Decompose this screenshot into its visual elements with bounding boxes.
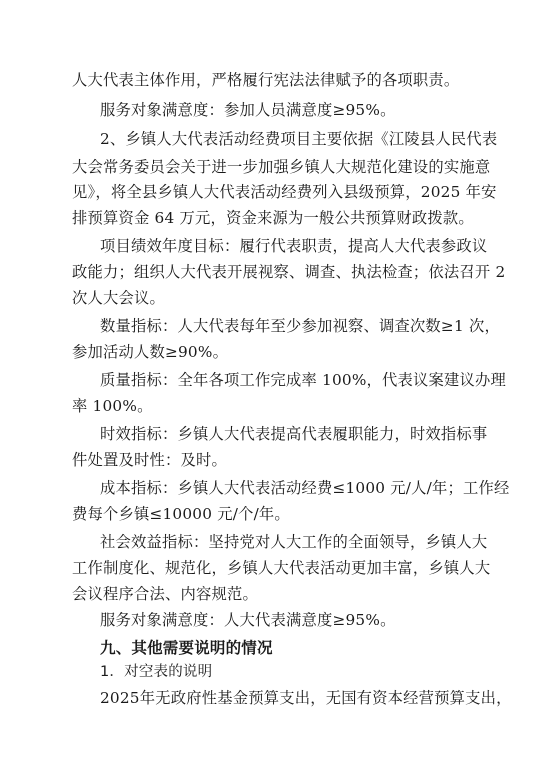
- paragraph-line: 会议程序合法、内容规范。: [72, 585, 258, 603]
- paragraph-line: 服务对象满意度：参加人员满意度≥95%。: [100, 101, 396, 119]
- subsection-heading: 1．对空表的说明: [100, 664, 213, 680]
- paragraph-line: 率 100%。: [72, 397, 153, 415]
- paragraph-line: 成本指标：乡镇人大代表活动经费≤1000 元/人/年；工作经: [100, 479, 510, 497]
- section-heading: 九、其他需要说明的情况: [100, 639, 273, 657]
- paragraph-line: 质量指标：全年各项工作完成率 100%，代表议案建议办理: [100, 371, 507, 389]
- paragraph-line: 见》，将全县乡镇人大代表活动经费列入县级预算，2025 年安: [72, 183, 497, 201]
- paragraph-line: 费每个乡镇≤10000 元/个/年。: [72, 505, 290, 523]
- paragraph-line: 2、乡镇人大代表活动经费项目主要依据《江陵县人民代表: [100, 130, 498, 148]
- paragraph-line: 时效指标：乡镇人大代表提高代表履职能力，时效指标事: [100, 425, 488, 443]
- paragraph-line: 次人大会议。: [72, 289, 165, 307]
- paragraph-line: 件处置及时性：及时。: [72, 451, 227, 469]
- paragraph-line: 排预算资金 64 万元，资金来源为一般公共预算财政拨款。: [72, 209, 474, 227]
- paragraph-line: 数量指标：人大代表每年至少参加视察、调查次数≥1 次，: [100, 317, 500, 335]
- paragraph-line: 人大代表主体作用，严格履行宪法法律赋予的各项职责。: [72, 71, 460, 89]
- paragraph-line: 服务对象满意度：人大代表满意度≥95%。: [100, 611, 396, 629]
- paragraph-line: 2025年无政府性基金预算支出，无国有资本经营预算支出，: [100, 689, 512, 707]
- paragraph-line: 工作制度化、规范化，乡镇人大代表活动更加丰富，乡镇人大: [72, 559, 491, 577]
- paragraph-line: 政能力；组织人大代表开展视察、调查、执法检查；依法召开 2: [72, 263, 506, 281]
- paragraph-line: 参加活动人数≥90%。: [72, 343, 229, 361]
- paragraph-line: 社会效益指标：坚持党对人大工作的全面领导，乡镇人大: [100, 533, 488, 551]
- paragraph-line: 大会常务委员会关于进一步加强乡镇人大规范化建设的实施意: [72, 158, 491, 176]
- paragraph-line: 项目绩效年度目标：履行代表职责，提高人大代表参政议: [100, 237, 488, 255]
